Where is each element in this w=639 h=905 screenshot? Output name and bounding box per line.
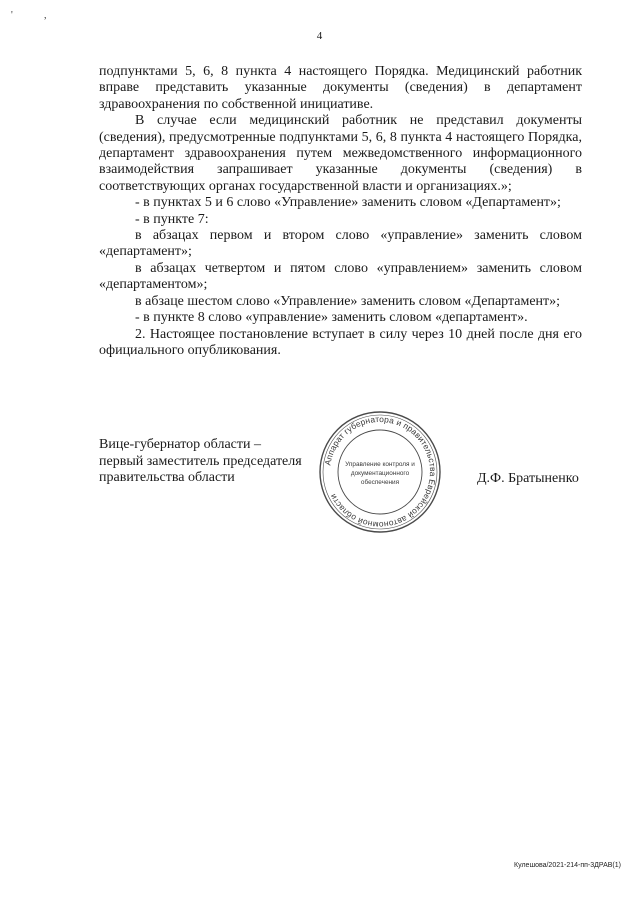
- page-number: 4: [316, 30, 323, 42]
- signatory-title-line: первый заместитель председателя: [99, 453, 302, 469]
- amendment-point-7-abzac-6: в абзаце шестом слово «Управление» заменить словом «Департамент»;: [135, 293, 561, 309]
- paragraph-medical-worker: В случае если медицинский работник не представил документы (сведения), предусмотренные подпунктами 5, 6, 8 пункта 4 настоящего Порядка, департамент здравоохранения путем межведомственного информационного взаимодействия запрашивает указанные документы (сведения) в соответствующих органах государственной власти и организациях.»;: [99, 113, 582, 194]
- signatory-name: Д.Ф. Братыненко: [477, 471, 579, 486]
- amendment-points-5-6: - в пунктах 5 и 6 слово «Управление» заменить словом «Департамент»;: [135, 195, 561, 211]
- signatory-title-line: правительства области: [99, 470, 235, 485]
- corner-mark-left: ': [11, 10, 13, 21]
- paragraph-effective-date: 2. Настоящее постановление вступает в силу через 10 дней после дня его официального опубликования.: [99, 326, 582, 358]
- signatory-title: [99, 437, 302, 487]
- signatory-title-line: Вице-губернатор области –: [99, 437, 261, 452]
- document-body: [99, 64, 582, 359]
- paragraph-continuation: подпунктами 5, 6, 8 пункта 4 настоящего Порядка. Медицинский работник вправе представить указанные документы (сведения) в департамент здравоохранения по собственной инициативе.: [99, 64, 582, 112]
- document-footer-code: Кулешова/2021-214-пп-3ДРАВ(1): [514, 862, 621, 869]
- amendment-point-7-header: - в пункте 7:: [135, 211, 209, 227]
- amendment-point-7-abzac-4-5: в абзацах четвертом и пятом слово «управлением» заменить словом «департаментом»;: [99, 260, 582, 293]
- amendment-point-7-abzac-1-2: в абзацах первом и втором слово «управление» заменить словом «департамент»;: [99, 228, 582, 260]
- seal-center-line: Управление контроля и: [345, 461, 415, 468]
- seal-center-line: обеспечения: [360, 479, 400, 486]
- seal-center-line: документационного: [350, 470, 410, 477]
- official-seal: [318, 410, 442, 534]
- amendment-point-8: - в пункте 8 слово «управление» заменить словом «департамент».: [135, 310, 528, 326]
- corner-mark-right: ,: [44, 10, 47, 21]
- seal-ring-text: Аппарат губернатора и правительства Еврейской автономной области: [322, 413, 439, 531]
